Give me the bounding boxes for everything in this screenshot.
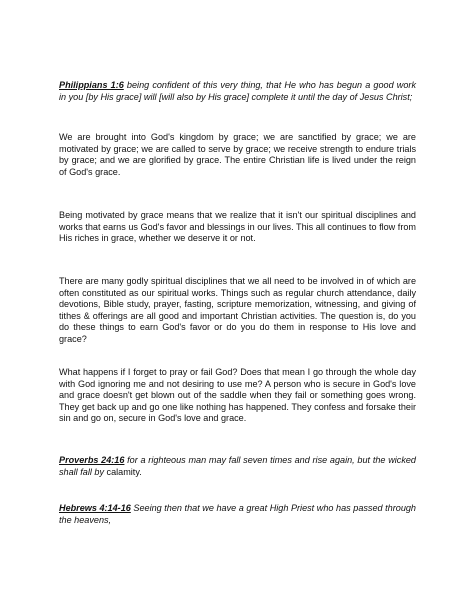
verse-proverbs xyxy=(59,455,416,478)
scripture-text: being confident of this very thing, that He who has begun a good work in you [by His grace] will [will also by His grace] complete it until the day of Jesus Christ; xyxy=(59,80,416,102)
scripture-reference: Hebrews 4:14-16 xyxy=(59,503,131,513)
scripture-text-plain: calamity. xyxy=(104,466,142,477)
verse-philippians xyxy=(59,80,416,103)
paragraph-failure: What happens if I forget to pray or fail God? Does that mean I go through the whole day with God ignoring me and not desiring to use me? A person who is secure in God's love and grace doesn't get blown out of the saddle when they fail or something goes wrong. They get back up and go one like nothing has happened. They confess and forsake their sin and go on, secure in God's love and grace. xyxy=(59,367,416,424)
paragraph-disciplines: There are many godly spiritual disciplines that we all need to be involved in of which are often constituted as our spiritual works. Things such as regular church attendance, daily devotions, Bible study, prayer, fasting, scripture memorization, witnessing, and giving of tithes & offerings are all good and important Christian activities. The question is, do you do these things to earn God's favor or do you do them in response to His love and grace? xyxy=(59,276,416,344)
scripture-text: Seeing then that we have a great High Priest who has passed through the heavens, xyxy=(59,503,416,525)
paragraph-motivated: Being motivated by grace means that we realize that it isn't our spiritual disciplines and works that earns us God's favor and blessings in our lives. This all continues to flow from His riches in grace, whether we deserve it or not. xyxy=(59,210,416,244)
scripture-reference: Proverbs 24:16 xyxy=(59,455,125,465)
scripture-reference: Philippians 1:6 xyxy=(59,80,124,90)
scripture-text: for a righteous man may fall seven times and rise again, but the wicked shall fall by xyxy=(59,455,416,477)
paragraph-grace: We are brought into God's kingdom by grace; we are sanctified by grace; we are motivated by grace; we are called to serve by grace; we receive strength to endure trials by grace; and we are glorified by grace. The entire Christian life is lived under the reign of God's grace. xyxy=(59,132,416,177)
verse-hebrews xyxy=(59,503,416,526)
